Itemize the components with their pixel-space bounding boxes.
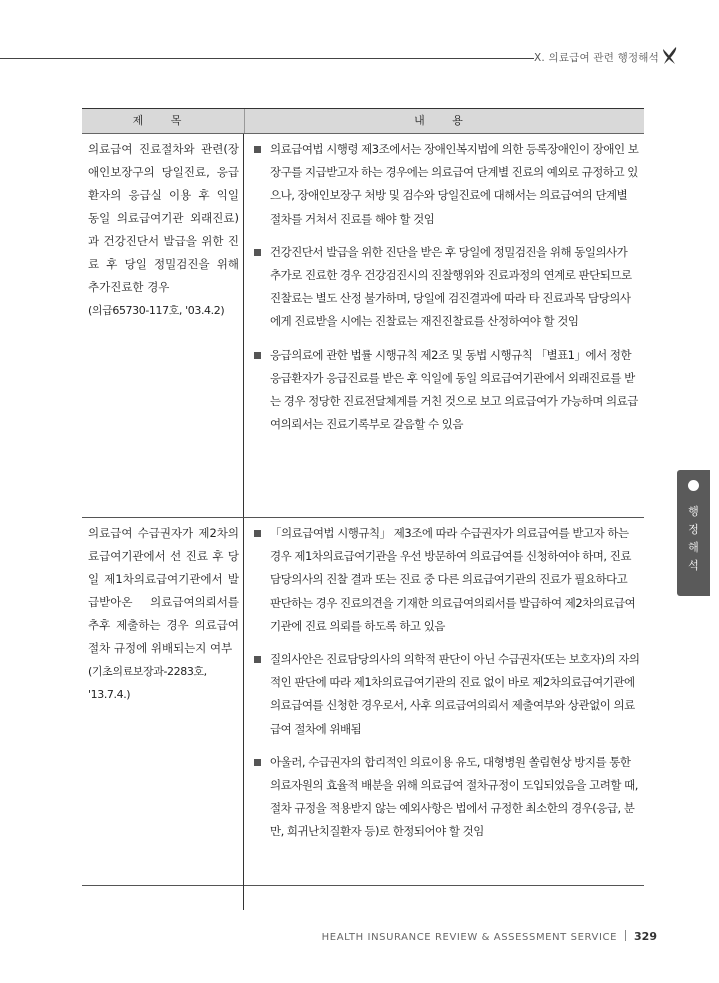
- footer-publisher: HEALTH INSURANCE REVIEW & ASSESSMENT SERVICE: [321, 932, 618, 943]
- header-rule: [0, 58, 534, 59]
- interpretation-table: [82, 108, 644, 886]
- row-subject-cell: [82, 134, 244, 517]
- chapter-side-tab: [677, 470, 710, 596]
- crossed-leaves-logo-icon: [661, 46, 679, 66]
- running-header-title: X. 의료급여 관련 행정해석: [534, 52, 659, 64]
- list-item: 응급의료에 관한 법률 시행규칙 제2조 및 동법 시행규칙 「별표1」에서 정한 응급환자가 응급진료를 받은 후 익일에 동일 의료급여기관에서 외래진료를 받는 경우 정당한 진료전달체계를 거친 것으로 보고 의료급여가 가능하며 의료급여의뢰서는 진료기록부로 갈음할 수 있음: [254, 344, 640, 437]
- footer-divider: [625, 930, 626, 941]
- header-content: 내 용: [414, 114, 475, 127]
- table-row: [82, 517, 644, 910]
- list-item: 아울러, 수급권자의 합리적인 의료이용 유도, 대형병원 쏠림현상 방지를 통한 의료자원의 효율적 배분을 위해 의료급여 절차규정이 도입되었음을 고려할 때, 절차 규정을 적용받지 않는 예외사항은 법에서 규정한 최소한의 경우(응급, 분만, 희귀난치질환자 등)로 한정되어야 할 것임: [254, 751, 640, 844]
- row-subject: 의료급여 수급권자가 제2차의료급여기관에서 선 진료 후 당일 제1차의료급여기관에서 발급받아온 의료급여의뢰서를 추후 제출하는 경우 의료급여 절차 규정에 위배되는지 여부: [88, 526, 239, 655]
- page-number: 329: [634, 930, 657, 943]
- square-bullet-icon: [254, 656, 261, 663]
- square-bullet-icon: [254, 249, 261, 256]
- row-subject-cell: [82, 518, 244, 910]
- list-item: 의료급여법 시행령 제3조에서는 장애인복지법에 의한 등록장애인이 장애인 보장구를 지급받고자 하는 경우에는 의료급여 단계별 진료의 예외로 규정하고 있으나, 장애인보장구 처방 및 검수와 당일진료에 대해서는 의료급여의 단계별 절차를 거쳐서 진료를 해야 할 것임: [254, 138, 640, 231]
- row-citation: (기초의료보장과-2283호, '13.7.4.): [88, 665, 207, 701]
- row-subject: 의료급여 진료절차와 관련(장애인보장구의 당일진료, 응급환자의 응급실 이용 후 익일 동일 의료급여기관 외래진료)과 건강진단서 발급을 위한 진료 후 당일 정밀검진을 위해 추가진료한 경우: [88, 142, 239, 294]
- row-citation: (의급65730-117호, '03.4.2): [88, 304, 225, 317]
- row-content-cell: [244, 134, 644, 517]
- page-footer: [322, 930, 657, 943]
- table-row: [82, 134, 644, 517]
- table-header: [82, 109, 644, 134]
- row-content-cell: [244, 518, 644, 910]
- list-item: 건강진단서 발급을 위한 진단을 받은 후 당일에 정밀검진을 위해 동일의사가 추가로 진료한 경우 건강검진시의 진찰행위와 진료과정의 연계로 판단되므로 진찰료는 별도 산정 불가하며, 당일에 검진결과에 따라 타 진료과목 담당의사에게 진료받을 시에는 진찰료는 재진진찰료를 산정하여야 할 것임: [254, 241, 640, 334]
- circle-dot-icon: [688, 480, 699, 491]
- square-bullet-icon: [254, 146, 261, 153]
- side-tab-label: 행 정 해 석: [688, 505, 699, 572]
- header-subject: 제 목: [82, 109, 245, 133]
- square-bullet-icon: [254, 530, 261, 537]
- list-item: 「의료급여법 시행규칙」 제3조에 따라 수급권자가 의료급여를 받고자 하는 경우 제1차의료급여기관을 우선 방문하여 의료급여를 신청하여야 하며, 진료담당의사의 진찰 결과 또는 진료 중 다른 의료급여기관의 진료가 필요하다고 판단하는 경우 진료의견을 기재한 의료급여의뢰서를 발급하여 제2차의료급여기관에 진료 의뢰를 하도록 하고 있음: [254, 522, 640, 638]
- square-bullet-icon: [254, 759, 261, 766]
- square-bullet-icon: [254, 352, 261, 359]
- list-item: 질의사안은 진료담당의사의 의학적 판단이 아닌 수급권자(또는 보호자)의 자의적인 판단에 따라 제1차의료급여기관의 진료 없이 바로 제2차의료급여기관에 의료급여를 신청한 경우로서, 사후 의료급여의뢰서 제출여부와 상관없이 의료급여 절차에 위배됨: [254, 648, 640, 741]
